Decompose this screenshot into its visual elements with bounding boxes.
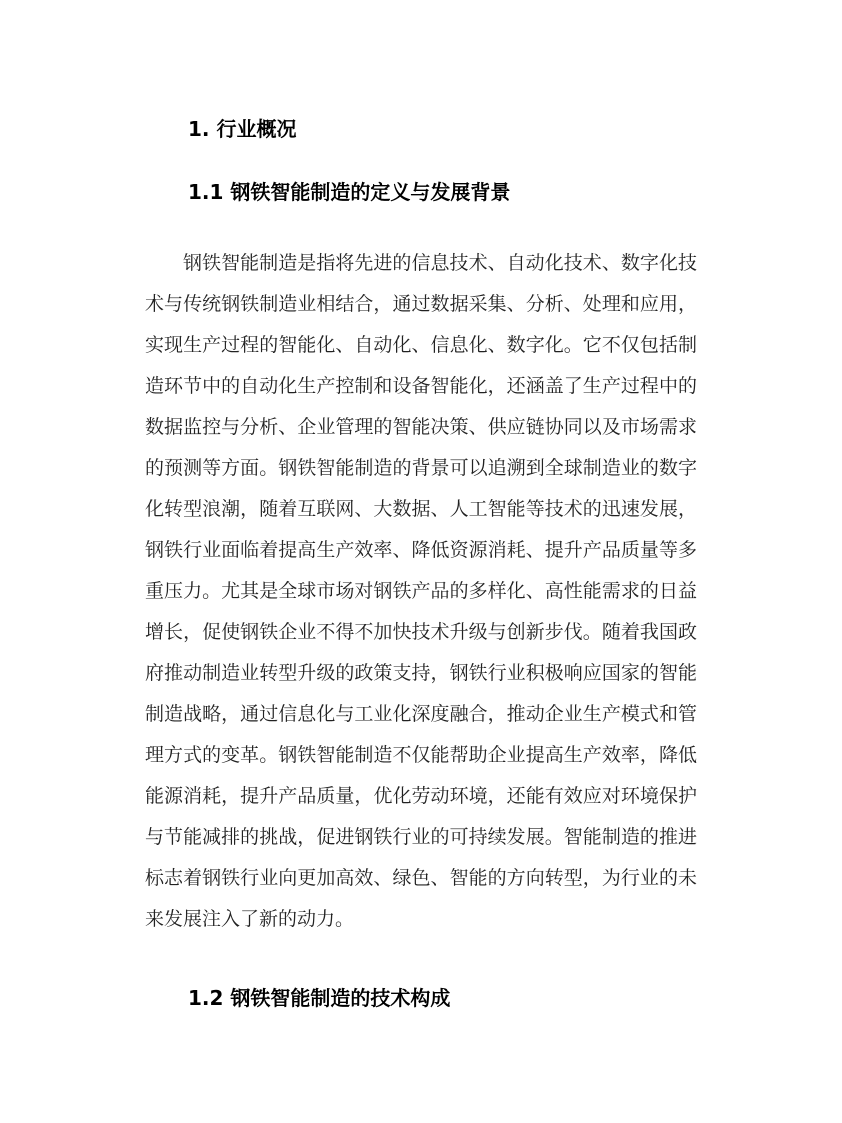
- section-heading: 1. 行业概况: [188, 117, 297, 141]
- subsection-heading-1-1: 1.1 钢铁智能制造的定义与发展背景: [188, 180, 511, 204]
- subsection-heading-1-2: 1.2 钢铁智能制造的技术构成: [188, 986, 451, 1010]
- body-paragraph: 钢铁智能制造是指将先进的信息技术、自动化技术、数字化技术与传统钢铁制造业相结合，通过数据采集、分析、处理和应用，实现生产过程的智能化、自动化、信息化、数字化。它不仅包括制造环节中的自动化生产控制和设备智能化，还涵盖了生产过程中的数据监控与分析、企业管理的智能决策、供应链协同以及市场需求的预测等方面。钢铁智能制造的背景可以追溯到全球制造业的数字化转型浪潮，随着互联网、大数据、人工智能等技术的迅速发展，钢铁行业面临着提高生产效率、降低资源消耗、提升产品质量等多重压力。尤其是全球市场对钢铁产品的多样化、高性能需求的日益增长，促使钢铁企业不得不加快技术升级与创新步伐。随着我国政府推动制造业转型升级的政策支持，钢铁行业积极响应国家的智能制造战略，通过信息化与工业化深度融合，推动企业生产模式和管理方式的变革。钢铁智能制造不仅能帮助企业提高生产效率，降低能源消耗，提升产品质量，优化劳动环境，还能有效应对环境保护与节能减排的挑战，促进钢铁行业的可持续发展。智能制造的推进标志着钢铁行业向更加高效、绿色、智能的方向转型，为行业的未来发展注入了新的动力。: [145, 252, 697, 930]
